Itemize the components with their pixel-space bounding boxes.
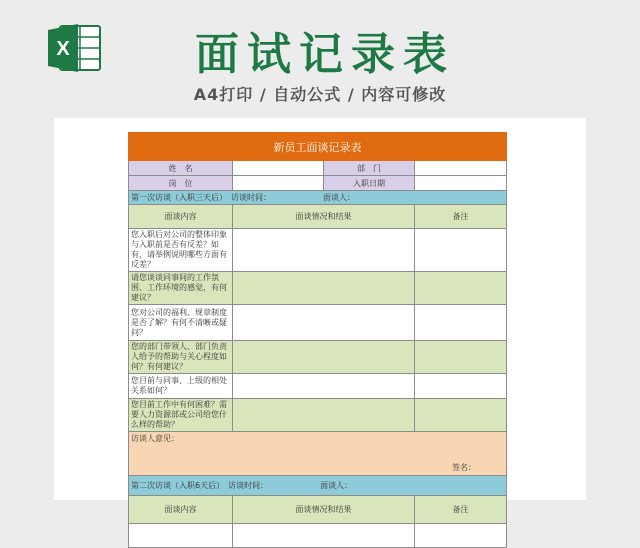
question-cell <box>129 524 233 548</box>
question-cell: 您目前与同事、上级的相处关系如何？ <box>129 374 233 399</box>
column-header-result: 面谈情况和结果 <box>233 205 415 229</box>
remark-cell[interactable] <box>415 341 507 374</box>
remark-cell[interactable] <box>415 374 507 399</box>
answer-cell[interactable] <box>233 229 415 272</box>
remark-cell[interactable] <box>415 229 507 272</box>
remark-cell[interactable] <box>415 272 507 305</box>
remark-cell[interactable] <box>415 524 507 548</box>
position-label: 岗 位 <box>129 176 233 191</box>
remark-cell[interactable] <box>415 399 507 432</box>
column-header-remark: 备注 <box>415 205 507 229</box>
interview-record-table <box>128 132 507 548</box>
page-header <box>0 0 640 118</box>
name-label: 姓 名 <box>129 161 233 176</box>
question-cell: 您入职后对公司的整体印象与入职前是否有反差？如有，请举例说明哪些方面有反差？ <box>129 229 233 272</box>
page-title: 面试记录表 <box>195 29 455 80</box>
opinion-label: 访谈人意见： <box>131 434 179 443</box>
column-header-remark: 备注 <box>415 496 507 524</box>
answer-cell[interactable] <box>233 374 415 399</box>
signature-label: 签名： <box>452 463 476 472</box>
entry-date-label: 入职日期 <box>324 176 415 191</box>
answer-cell[interactable] <box>233 272 415 305</box>
question-cell: 您对公司的福利、规章制度是否了解？有何不清晰或疑问？ <box>129 305 233 341</box>
table-caption: 新员工面谈记录表 <box>129 133 507 161</box>
page-subtitle: A4打印 / 自动公式 / 内容可修改 <box>193 85 447 104</box>
column-header-content: 面谈内容 <box>129 205 233 229</box>
interviewer-opinion-cell[interactable] <box>129 432 507 476</box>
department-label: 部 门 <box>324 161 415 176</box>
logo-letter: X <box>56 38 70 60</box>
answer-cell[interactable] <box>233 524 415 548</box>
name-value-cell[interactable] <box>233 161 324 176</box>
answer-cell[interactable] <box>233 341 415 374</box>
question-cell: 请您谈谈同事间的工作氛围、工作环境的感觉，有何建议？ <box>129 272 233 305</box>
excel-icon <box>46 22 102 74</box>
answer-cell[interactable] <box>233 305 415 341</box>
position-value-cell[interactable] <box>233 176 324 191</box>
answer-cell[interactable] <box>233 399 415 432</box>
column-header-content: 面谈内容 <box>129 496 233 524</box>
entry-date-value-cell[interactable] <box>415 176 507 191</box>
column-header-result: 面谈情况和结果 <box>233 496 415 524</box>
first-interview-heading: 第一次访谈（入职三天后） 访谈时间： 面谈人： <box>129 191 507 205</box>
second-interview-heading: 第二次访谈（入职6天后） 访谈时间： 面谈人： <box>129 476 507 496</box>
department-value-cell[interactable] <box>415 161 507 176</box>
remark-cell[interactable] <box>415 305 507 341</box>
question-cell: 您目前工作中有何困难？需要人力资源部或公司给您什么样的帮助？ <box>129 399 233 432</box>
question-cell: 您的部门带领人、部门负责人给予的帮助与关心程度如何？有何建议？ <box>129 341 233 374</box>
